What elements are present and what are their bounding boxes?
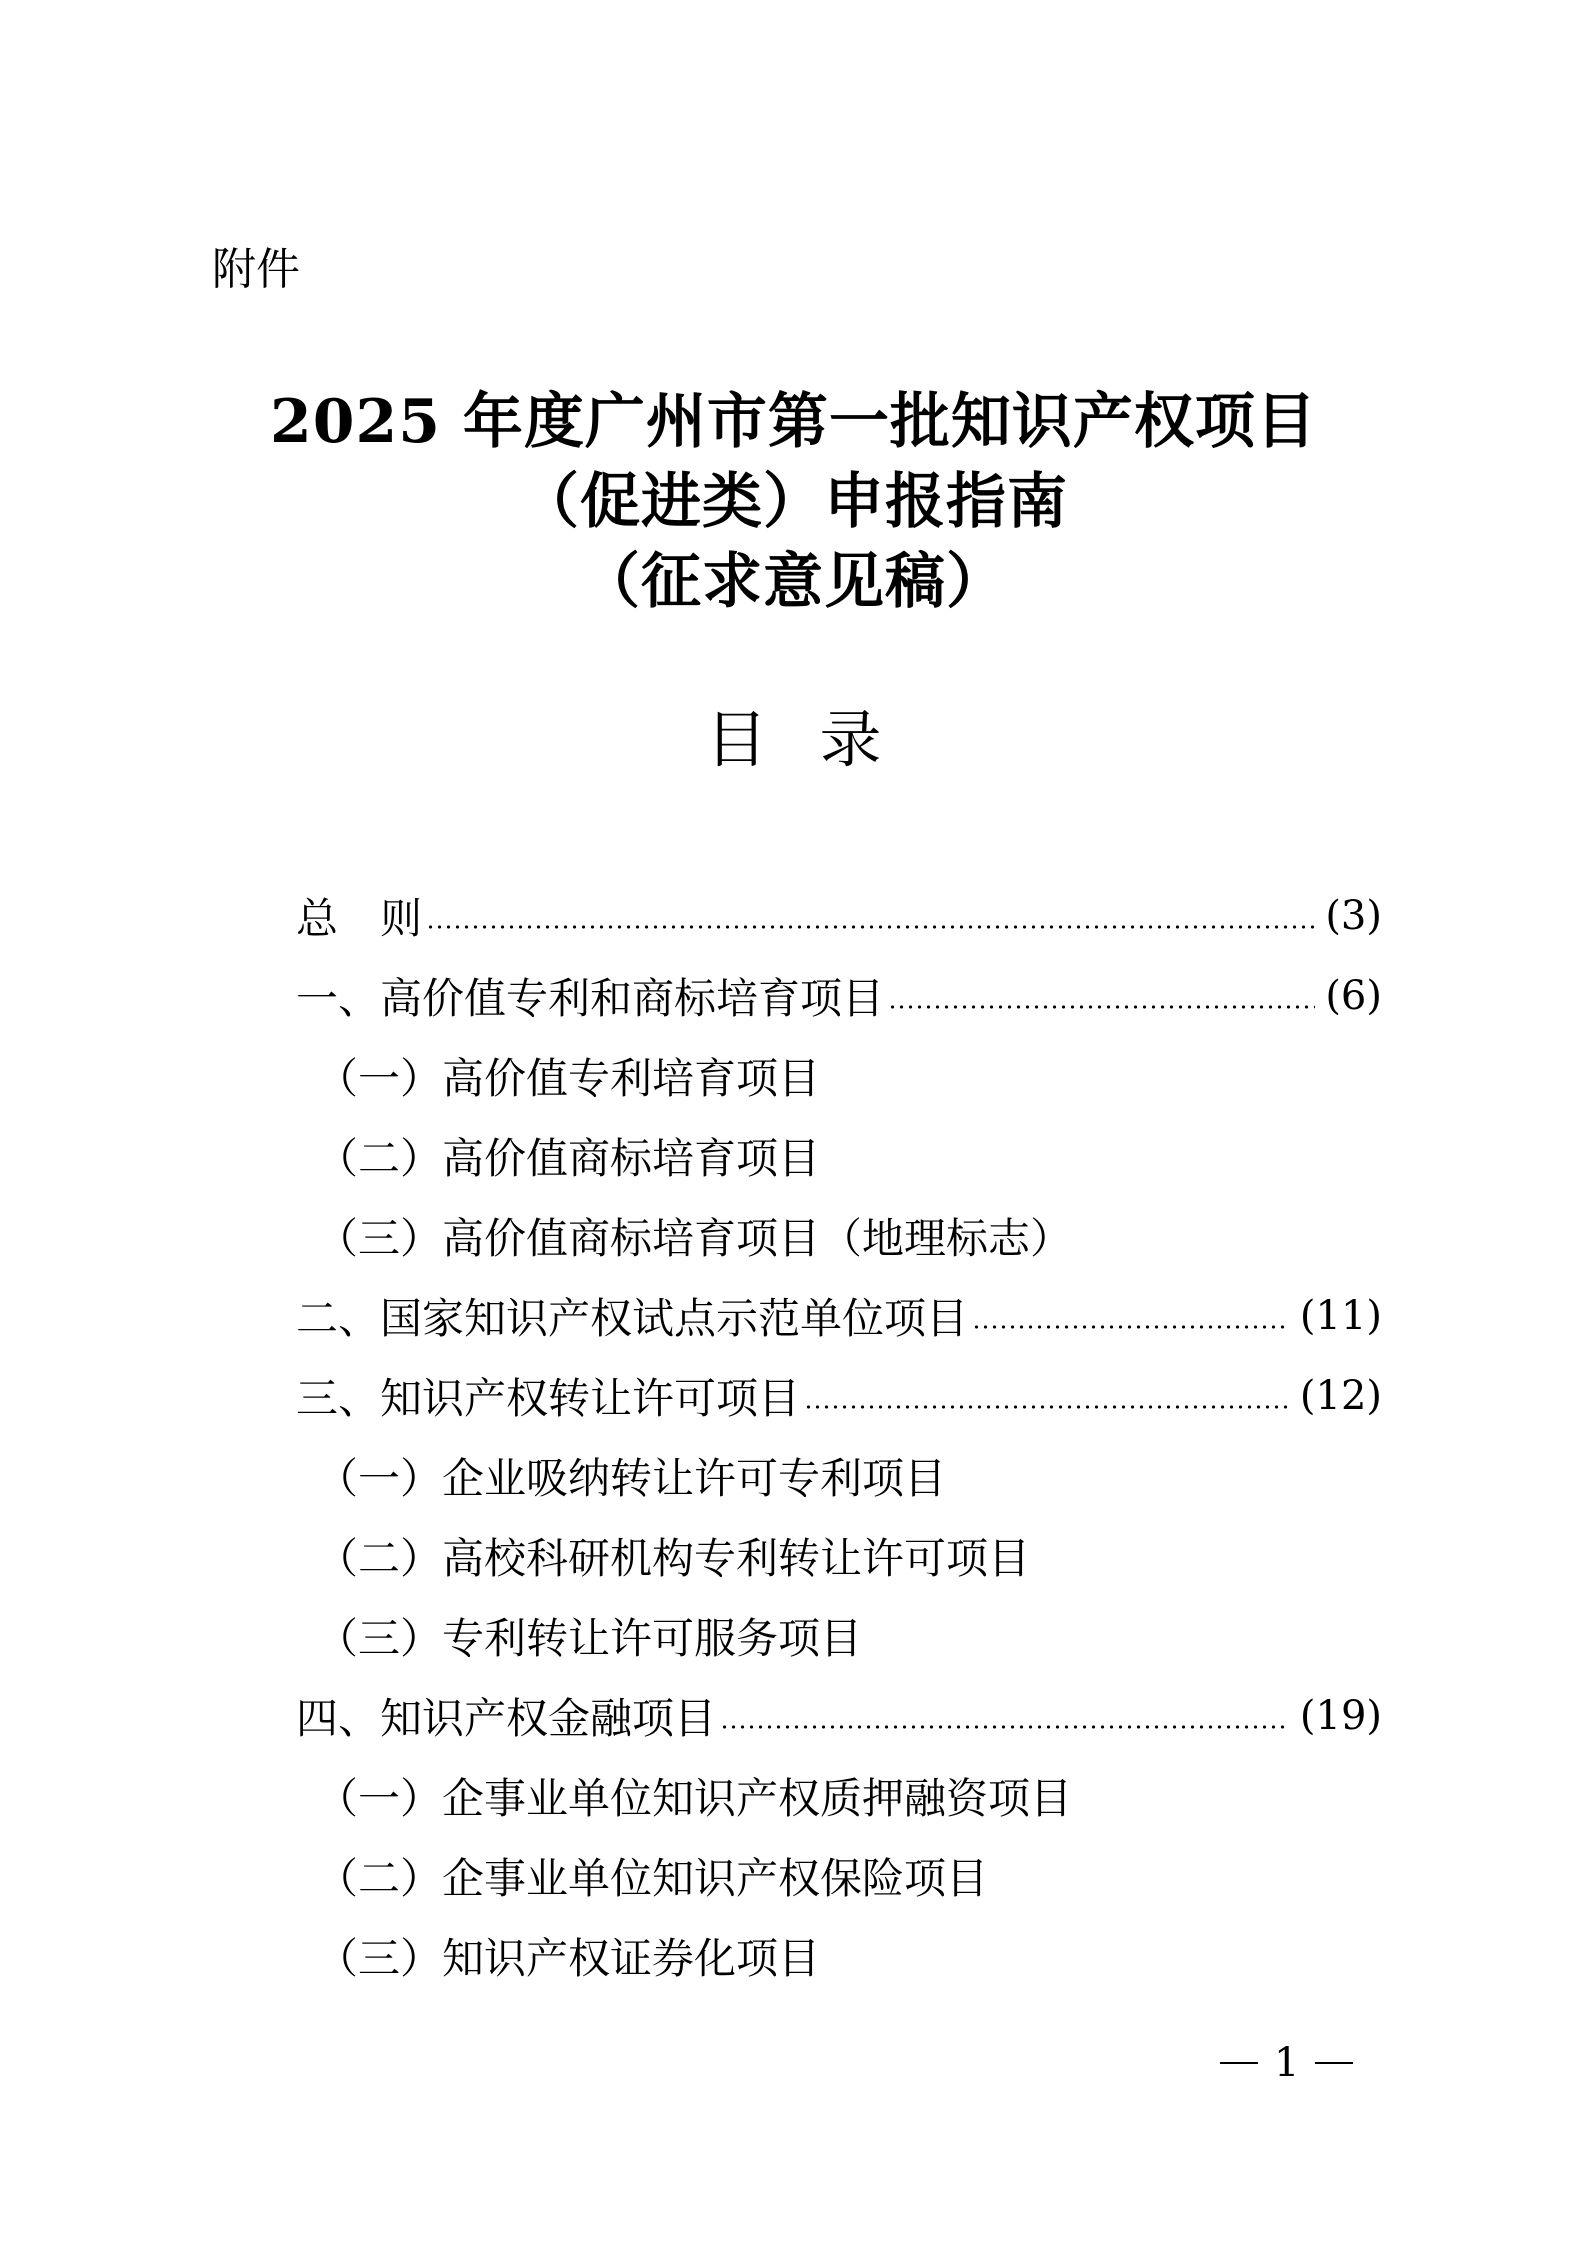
table-of-contents [296,876,1382,1996]
toc-leader-dots [804,1382,1290,1410]
title-line-3: （征求意见稿） [580,547,1007,617]
toc-entry-text: 总 则 [296,894,423,943]
toc-leader-dots [972,1302,1290,1330]
attachment-label: 附件 [212,244,300,295]
toc-page-number: (12) [1299,1373,1382,1419]
toc-entry-text: （二）企事业单位知识产权保险项目 [316,1854,989,1903]
toc-leader-dots [426,902,1315,930]
footer-dash-left [1220,2062,1258,2064]
toc-entry-text: （三）高价值商标培育项目（地理标志） [316,1214,1073,1263]
toc-page-number: (3) [1325,893,1382,939]
toc-entry-text: （三）专利转让许可服务项目 [316,1614,863,1663]
toc-subentry[interactable] [296,1756,1382,1836]
toc-entry-text: 二、国家知识产权试点示范单位项目 [296,1294,969,1343]
toc-entry-text: （二）高校科研机构专利转让许可项目 [316,1534,1031,1583]
toc-entry-text: （一）高价值专利培育项目 [316,1054,821,1103]
toc-page-number: (19) [1299,1693,1382,1739]
page-number: 1 [1274,2040,1300,2086]
toc-entry-text: （二）高价值商标培育项目 [316,1134,821,1183]
toc-subentry[interactable] [296,1836,1382,1916]
toc-subentry[interactable] [296,1916,1382,1996]
toc-heading: 目录 [705,703,934,776]
toc-subentry[interactable] [296,1196,1382,1276]
toc-entry-text: （三）知识产权证券化项目 [316,1934,821,1983]
toc-entry-text: （一）企事业单位知识产权质押融资项目 [316,1774,1073,1823]
toc-entry[interactable] [296,1356,1382,1436]
toc-leader-dots [720,1702,1290,1730]
toc-entry-text: （一）企业吸纳转让许可专利项目 [316,1454,947,1503]
document-title [0,382,1587,622]
toc-leader-dots [888,982,1315,1010]
toc-entry-text: 一、高价值专利和商标培育项目 [296,974,885,1023]
toc-entry[interactable] [296,876,1382,956]
toc-page-number: (11) [1299,1293,1382,1339]
footer-dash-right [1315,2062,1353,2064]
toc-entry[interactable] [296,1276,1382,1356]
toc-subentry[interactable] [296,1436,1382,1516]
page-footer [1220,2038,1353,2088]
toc-page-number: (6) [1325,973,1382,1019]
toc-subentry[interactable] [296,1516,1382,1596]
title-line-2: （促进类）申报指南 [519,467,1068,537]
toc-subentry[interactable] [296,1036,1382,1116]
toc-entry[interactable] [296,1676,1382,1756]
toc-entry-text: 四、知识产权金融项目 [296,1694,717,1743]
toc-subentry[interactable] [296,1116,1382,1196]
toc-subentry[interactable] [296,1596,1382,1676]
title-line-1: 2025 年度广州市第一批知识产权项目 [270,387,1317,457]
toc-entry[interactable] [296,956,1382,1036]
toc-entry-text: 三、知识产权转让许可项目 [296,1374,801,1423]
